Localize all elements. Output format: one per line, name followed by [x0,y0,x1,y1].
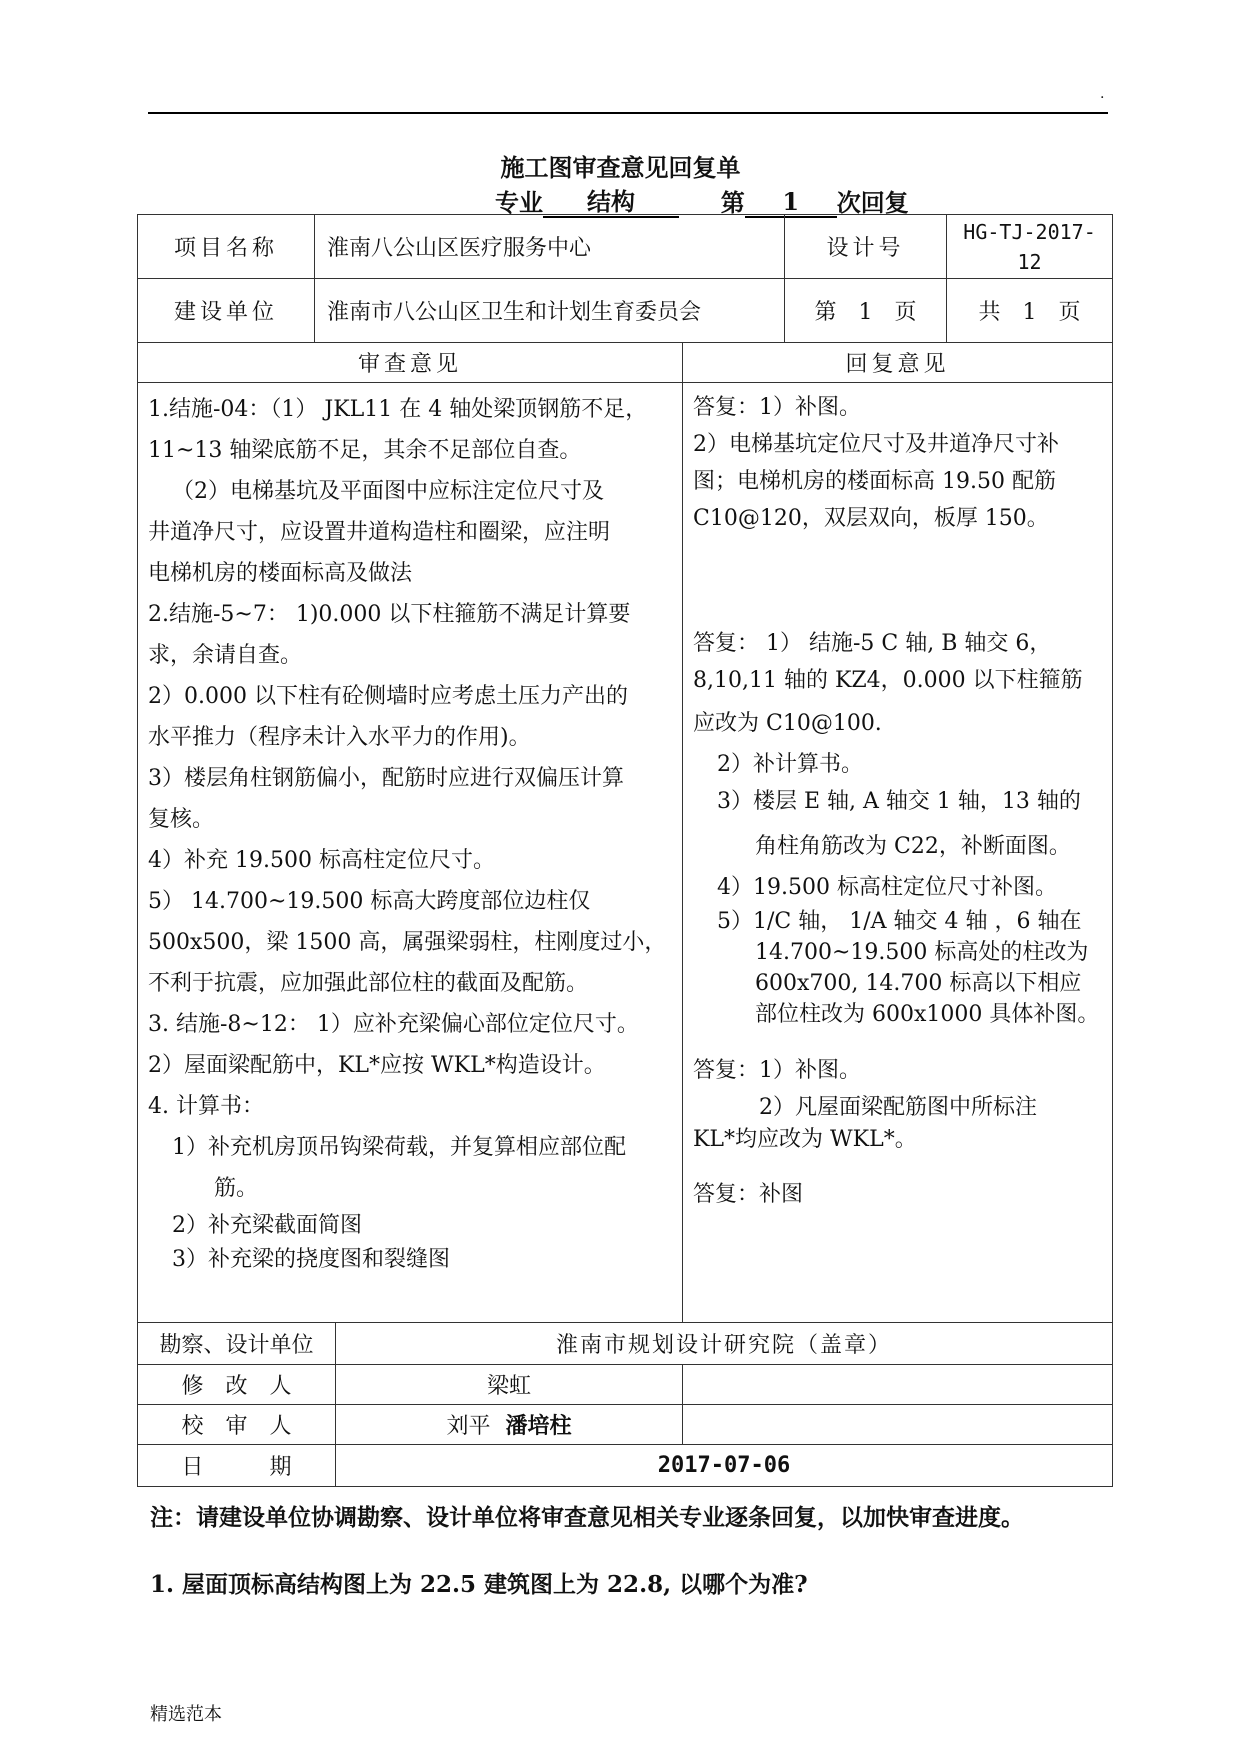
reply-line: 600x700, 14.700 标高以下相应 [755,971,1082,996]
review-line: 2）补充梁截面简图 [172,1213,362,1238]
checker-label: 校 审 人 [138,1405,336,1445]
modifier-blank [683,1365,1113,1405]
review-line: 复核。 [148,807,215,832]
review-line: 求，余请自查。 [148,643,303,668]
note-text: 注：请建设单位协调勘察、设计单位将审查意见相关专业逐条回复，以加快审查进度。 [150,1504,1024,1531]
row-column-headers [138,343,1113,383]
subtitle-ordinal-prefix: 第 [720,188,745,217]
reply-comments [683,383,1112,1217]
reply-line: 答复： 1） 结施-5 C 轴, B 轴交 6， [693,631,1052,656]
modifier-value: 梁虹 [336,1365,683,1405]
row-comments [138,383,1113,1323]
document-subtitle [495,183,909,218]
checker-value [336,1405,683,1445]
reply-line: 4）19.500 标高柱定位尺寸补图。 [717,875,1057,900]
review-comments-cell [138,383,683,1323]
reply-line: 角柱角筋改为 C22，补断面图。 [755,834,1071,859]
review-line: 3）补充梁的挠度图和裂缝图 [172,1247,450,1272]
review-line: 不利于抗震，应加强此部位柱的截面及配筋。 [148,971,589,996]
review-line: 1.结施-04：（1） JKL11 在 4 轴处梁顶钢筋不足， [148,397,648,422]
subtitle-major: 结构 [543,188,679,218]
reply-line: C10@120，双层双向，板厚 150。 [693,506,1049,531]
footer-text: 精选范本 [150,1704,222,1725]
corner-mark: . [1100,86,1105,102]
checker-name-1: 刘平 [446,1414,491,1439]
reply-line: 答复：1）补图。 [693,1058,861,1083]
review-line: 2）0.000 以下柱有砼侧墙时应考虑土压力产出的 [148,684,628,709]
question-1: 1. 屋面顶标高结构图上为 22.5 建筑图上为 22.8, 以哪个为准? [150,1571,808,1598]
builder-label: 建设单位 [138,279,315,343]
review-line: 筋。 [214,1176,259,1201]
builder-value: 淮南市八公山区卫生和计划生育委员会 [315,279,785,343]
row-checker [138,1405,1113,1445]
review-line: 11~13 轴梁底筋不足，其余不足部位自查。 [148,438,582,463]
review-line: 500x500，梁 1500 高，属强梁弱柱，柱刚度过小， [148,930,667,955]
review-line: 5） 14.700~19.500 标高大跨度部位边柱仅 [148,889,591,914]
design-no-label: 设计号 [785,215,947,279]
reply-line: 8,10,11 轴的 KZ4，0.000 以下柱箍筋 [693,668,1083,693]
modifier-label: 修 改 人 [138,1365,336,1405]
document-title: 施工图审查意见回复单 [500,153,741,182]
review-line: 水平推力（程序未计入水平力的作用)。 [148,725,531,750]
review-line: 2.结施-5~7： 1)0.000 以下柱箍筋不满足计算要 [148,602,631,627]
page-total: 共 1 页 [947,279,1113,343]
project-label: 项目名称 [138,215,315,279]
row-design-unit [138,1323,1113,1365]
reply-line: 5）1/C 轴， 1/A 轴交 4 轴 ，6 轴在 [717,909,1082,934]
review-line: 电梯机房的楼面标高及做法 [148,561,413,586]
review-line: （2）电梯基坑及平面图中应标注定位尺寸及 [172,479,604,504]
reply-line: 14.700~19.500 标高处的柱改为 [755,940,1089,965]
review-line: 3）楼层角柱钢筋偏小，配筋时应进行双偏压计算 [148,766,624,791]
checker-name-2: 潘培柱 [505,1413,572,1439]
design-unit-label: 勘察、设计单位 [138,1323,336,1365]
reply-line: 3）楼层 E 轴, A 轴交 1 轴，13 轴的 [717,789,1081,814]
row-modifier [138,1365,1113,1405]
reply-line: KL*均应改为 WKL*。 [693,1127,917,1152]
reply-line: 应改为 C10@100. [693,711,882,736]
reply-line: 答复：1）补图。 [693,395,861,420]
reply-spacer [693,537,1104,625]
row-project [138,215,1113,279]
date-label: 日 期 [138,1445,336,1487]
design-no-line-1: HG-TJ-2017- [963,219,1096,244]
reply-line: 2）电梯基坑定位尺寸及井道净尺寸补 [693,432,1059,457]
project-value: 淮南八公山区医疗服务中心 [315,215,785,279]
row-date [138,1445,1113,1487]
design-unit-value: 淮南市规划设计研究院（盖章） [336,1323,1113,1365]
subtitle-round: 1 [745,188,837,218]
review-column-header: 审查意见 [138,343,683,383]
review-line: 4）补充 19.500 标高柱定位尺寸。 [148,848,495,873]
reply-line: 部位柱改为 600x1000 具体补图。 [755,1002,1100,1027]
design-no-line-2: 12 [1017,249,1042,274]
design-no-value [947,215,1113,279]
review-line: 1）补充机房顶吊钩梁荷载，并复算相应部位配 [172,1135,626,1160]
subtitle-suffix: 次回复 [836,188,909,217]
review-line: 井道净尺寸，应设置井道构造柱和圈梁，应注明 [148,520,611,545]
review-table [137,214,1113,1487]
reply-line: 图；电梯机房的楼面标高 19.50 配筋 [693,469,1056,494]
review-comments [138,383,682,1281]
reply-line: 2）凡屋面梁配筋图中所标注 [759,1095,1037,1120]
row-builder [138,279,1113,343]
date-value: 2017-07-06 [336,1445,1113,1487]
review-line: 2）屋面梁配筋中，KL*应按 WKL*构造设计。 [148,1053,606,1078]
review-line: 4. 计算书： [148,1094,264,1119]
checker-blank [683,1405,1113,1445]
page-number: 第 1 页 [785,279,947,343]
header-rule [148,112,1108,114]
review-line: 3. 结施-8~12： 1）应补充梁偏心部位定位尺寸。 [148,1012,639,1037]
reply-line: 2）补计算书。 [717,752,863,777]
subtitle-prefix: 专业 [495,188,543,217]
reply-line: 答复：补图 [693,1182,804,1207]
reply-comments-cell [683,383,1113,1323]
reply-column-header: 回复意见 [683,343,1113,383]
